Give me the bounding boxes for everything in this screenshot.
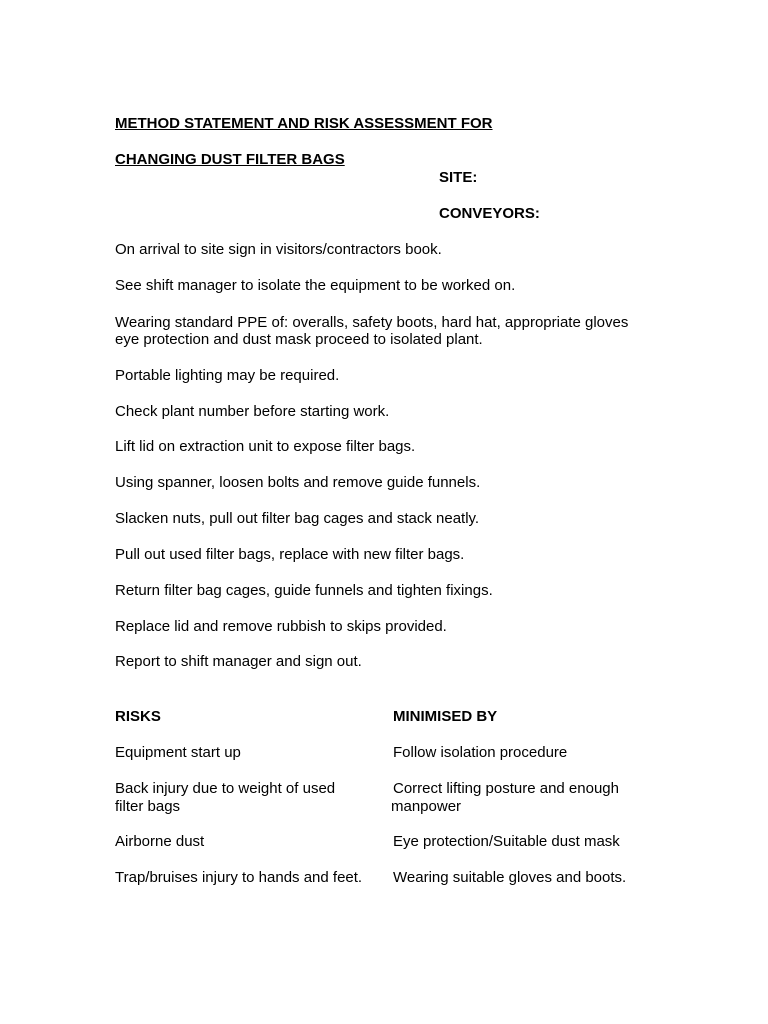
step-3-line1: Wearing standard PPE of: overalls, safety boots, hard hat, appropriate gloves xyxy=(115,314,629,331)
step-1: On arrival to site sign in visitors/contractors book. xyxy=(115,241,442,258)
page-title-line1: METHOD STATEMENT AND RISK ASSESSMENT FOR xyxy=(115,115,493,132)
step-11: Replace lid and remove rubbish to skips provided. xyxy=(115,618,447,635)
risk-row-1: Equipment start up xyxy=(115,744,241,761)
page-title-line2: CHANGING DUST FILTER BAGS xyxy=(115,151,345,168)
step-6: Lift lid on extraction unit to expose filter bags. xyxy=(115,438,416,455)
risk-row-2-line2: filter bags xyxy=(115,798,181,815)
step-10: Return filter bag cages, guide funnels and tighten fixings. xyxy=(115,582,493,599)
step-7: Using spanner, loosen bolts and remove guide funnels. xyxy=(115,474,481,491)
step-4: Portable lighting may be required. xyxy=(115,367,340,384)
minimised-row-1: Follow isolation procedure xyxy=(393,744,568,761)
minimised-by-column-header: MINIMISED BY xyxy=(393,708,498,725)
step-5: Check plant number before starting work. xyxy=(115,403,390,420)
minimised-row-2-line1: Correct lifting posture and enough xyxy=(393,780,619,797)
risk-row-2-line1: Back injury due to weight of used xyxy=(115,780,336,797)
site-label: SITE: xyxy=(439,169,478,186)
step-9: Pull out used filter bags, replace with new filter bags. xyxy=(115,546,465,563)
step-12: Report to shift manager and sign out. xyxy=(115,653,362,670)
minimised-row-3: Eye protection/Suitable dust mask xyxy=(393,833,620,850)
risk-row-3: Airborne dust xyxy=(115,833,205,850)
minimised-row-4: Wearing suitable gloves and boots. xyxy=(393,869,627,886)
risks-column-header: RISKS xyxy=(115,708,161,725)
step-8: Slacken nuts, pull out filter bag cages and stack neatly. xyxy=(115,510,480,527)
step-3-line2: eye protection and dust mask proceed to isolated plant. xyxy=(115,331,483,348)
conveyors-label: CONVEYORS: xyxy=(439,205,540,222)
risk-row-4: Trap/bruises injury to hands and feet. xyxy=(115,869,363,886)
step-2: See shift manager to isolate the equipment to be worked on. xyxy=(115,277,516,294)
minimised-row-2-line2: manpower xyxy=(391,798,462,815)
